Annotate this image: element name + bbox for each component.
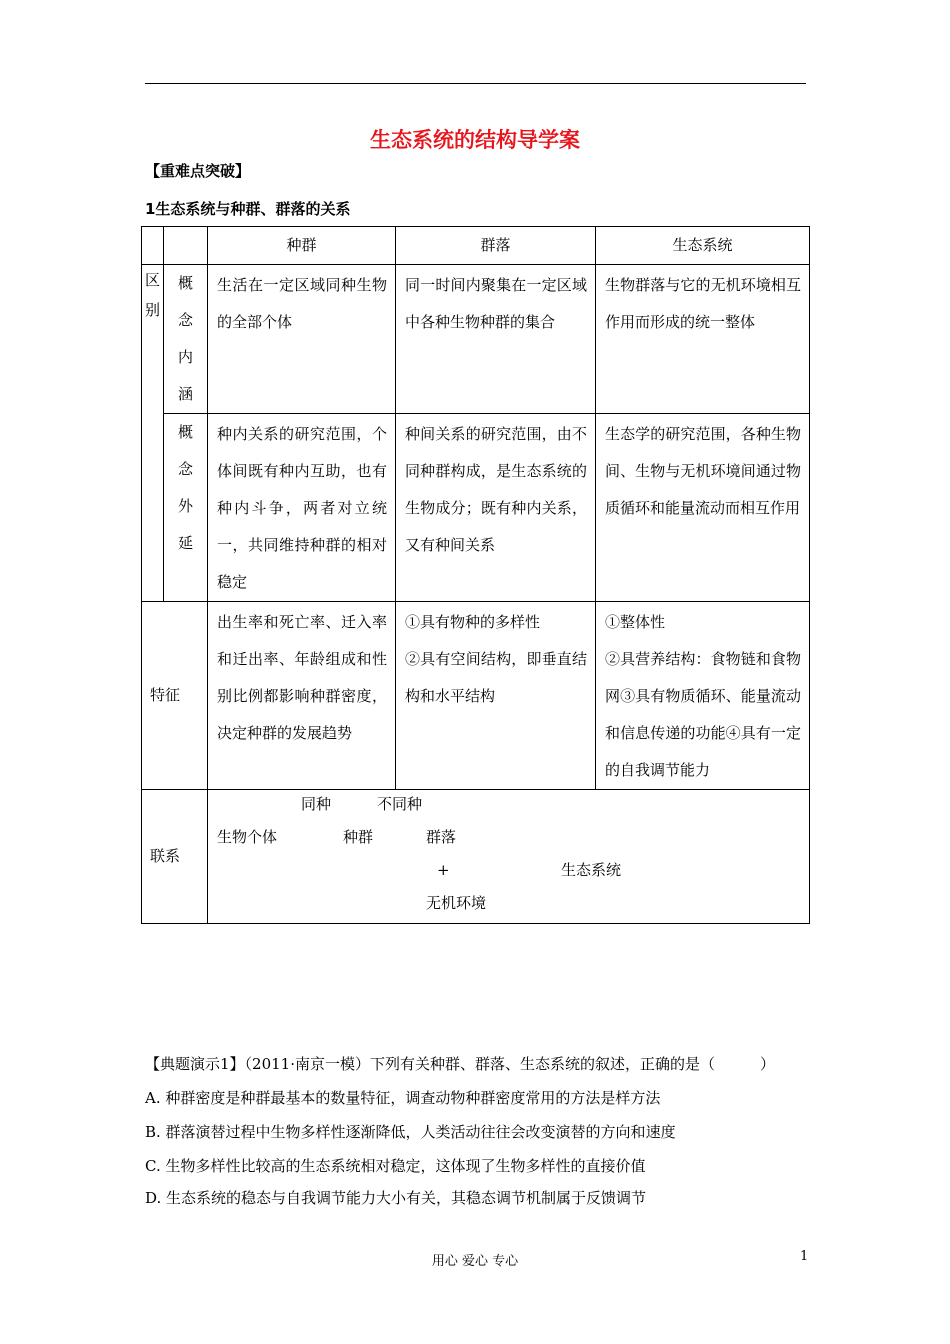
label-char: 涵: [177, 385, 193, 403]
row-features: [142, 602, 810, 790]
cell-text: 生物群落与它的无机环境相互作用而形成的统一整体: [605, 276, 801, 331]
question-stem: 【典题演示1】（2011·南京一模）下列有关种群、群落、生态系统的叙述，正确的是（ ）: [145, 1055, 775, 1073]
header-community: 群落: [396, 227, 596, 265]
header-ecosystem: 生态系统: [596, 227, 810, 265]
cell-text: 同一时间内聚集在一定区域中各种生物种群的集合: [405, 276, 587, 331]
abiotic-node: 无机环境: [426, 894, 487, 912]
option-c: C. 生物多样性比较高的生态系统相对稳定，这体现了生物多样性的直接价值: [145, 1157, 646, 1175]
plus-sign: +: [437, 861, 450, 879]
connotation-community: [396, 265, 596, 414]
footer-text: 用心 爱心 专心: [431, 1254, 519, 1269]
blank-cell: [164, 227, 208, 265]
extension-ecosystem: [596, 414, 810, 602]
label-char: 外: [177, 497, 193, 515]
extension-label: [164, 414, 208, 602]
comparison-table: [141, 226, 810, 924]
label-char: 延: [177, 534, 193, 552]
population-node: 种群: [343, 828, 374, 846]
row-extension: [142, 414, 810, 602]
header-population: 种群: [208, 227, 396, 265]
cell-text: [396, 602, 595, 715]
feature-line: ①具有物种的多样性: [405, 613, 541, 631]
different-species-label: 不同种: [377, 795, 423, 813]
feature-line: ①整体性: [605, 613, 666, 631]
row-group-label: [142, 265, 164, 602]
document-title: 生态系统的结构导学案: [370, 128, 580, 152]
table-heading: 1生态系统与种群、群落的关系: [145, 200, 351, 218]
community-node: 群落: [426, 828, 457, 846]
page-number: 1: [800, 1249, 809, 1264]
row-relation: [142, 790, 810, 924]
relation-diagram: [208, 790, 810, 924]
option-a: A. 种群密度是种群最基本的数量特征，调查动物种群密度常用的方法是样方法: [145, 1089, 661, 1107]
feature-line: ②具营养结构：食物链和食物网③具有物质循环、能量流动和信息传递的功能④具有一定的自我调节能力: [605, 650, 801, 779]
features-label: 特征: [142, 602, 208, 790]
blank-cell: [142, 227, 164, 265]
individual-node: 生物个体: [217, 828, 278, 846]
option-d: D. 生态系统的稳态与自我调节能力大小有关，其稳态调节机制属于反馈调节: [145, 1189, 647, 1207]
option-b: B. 群落演替过程中生物多样性逐渐降低，人类活动往往会改变演替的方向和速度: [145, 1123, 676, 1141]
cell-text: 出生率和死亡率、迁入率和迁出率、年龄组成和性别比例都影响种群密度，决定种群的发展趋势: [217, 613, 387, 742]
cell-text: [596, 602, 809, 789]
section-heading: 【重难点突破】: [145, 162, 251, 180]
connotation-ecosystem: [596, 265, 810, 414]
label-char: 念: [177, 311, 193, 329]
label-char: 念: [177, 460, 193, 478]
feature-line: ②具有空间结构，即垂直结构和水平结构: [405, 650, 587, 705]
label-char: 概: [177, 423, 193, 441]
ecosystem-node: 生态系统: [561, 861, 622, 879]
extension-population: [208, 414, 396, 602]
header-rule: [145, 83, 806, 84]
same-species-label: 同种: [301, 795, 332, 813]
connotation-label: [164, 265, 208, 414]
connotation-population: [208, 265, 396, 414]
features-community: [396, 602, 596, 790]
features-ecosystem: [596, 602, 810, 790]
cell-text: 生态学的研究范围，各种生物间、生物与无机环境间通过物质循环和能量流动而相互作用: [605, 425, 801, 517]
relation-label: 联系: [142, 790, 208, 924]
cell-text: 种内关系的研究范围，个体间既有种内互助，也有种内斗争，两者对立统一，共同维持种群的相对稳定: [217, 425, 387, 591]
cell-text: 种间关系的研究范围，由不同种群构成，是生态系统的生物成分；既有种内关系，又有种间关系: [405, 425, 587, 554]
cell-text: 生活在一定区域同种生物的全部个体: [217, 276, 387, 331]
table-header-row: [142, 227, 810, 265]
row-connotation: [142, 265, 810, 414]
row-group-text: 区别: [145, 271, 161, 319]
features-population: [208, 602, 396, 790]
extension-community: [396, 414, 596, 602]
label-char: 概: [177, 274, 193, 292]
label-char: 内: [177, 348, 193, 366]
